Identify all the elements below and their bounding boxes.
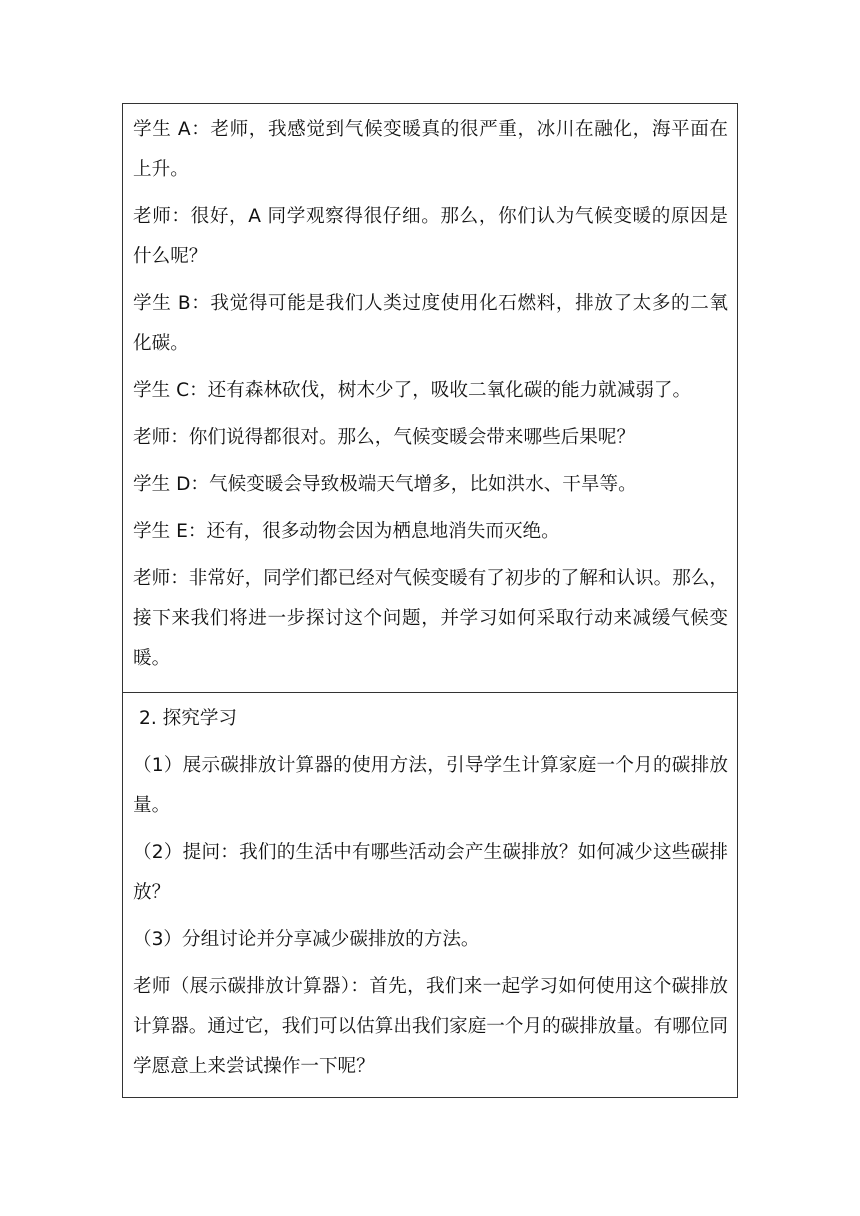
inquiry-paragraph: （2）提问：我们的生活中有哪些活动会产生碳排放？如何减少这些碳排放？: [133, 842, 728, 903]
dialogue-paragraph: 学生 B：我觉得可能是我们人类过度使用化石燃料，排放了太多的二氧化碳。: [133, 293, 728, 354]
dialogue-paragraph: 老师：你们说得都很对。那么，气候变暖会带来哪些后果呢？: [133, 427, 636, 448]
inquiry-cell: [123, 692, 737, 1097]
dialogue-cell: [123, 104, 737, 692]
inquiry-paragraph: 老师（展示碳排放计算器）：首先，我们来一起学习如何使用这个碳排放计算器。通过它，我们可以估算出我们家庭一个月的碳排放量。有哪位同学愿意上来尝试操作一下呢？: [133, 976, 729, 1077]
dialogue-paragraph: 老师：很好，A 同学观察得很仔细。那么，你们认为气候变暖的原因是什么呢？: [133, 206, 728, 267]
dialogue-paragraph: 学生 E：还有，很多动物会因为栖息地消失而灭绝。: [133, 521, 560, 542]
lesson-table: [122, 103, 738, 1098]
dialogue-paragraph: 学生 A：老师，我感觉到气候变暖真的很严重，冰川在融化，海平面在上升。: [133, 119, 728, 180]
dialogue-paragraph: 学生 C：还有森林砍伐，树木少了，吸收二氧化碳的能力就减弱了。: [133, 380, 692, 401]
inquiry-paragraph: （1）展示碳排放计算器的使用方法，引导学生计算家庭一个月的碳排放量。: [133, 755, 728, 816]
dialogue-paragraph: 学生 D：气候变暖会导致极端天气增多，比如洪水、干旱等。: [133, 474, 637, 495]
dialogue-paragraph: 老师：非常好，同学们都已经对气候变暖有了初步的了解和认识。那么，接下来我们将进一步探讨这个问题，并学习如何采取行动来减缓气候变暖。: [133, 568, 729, 669]
inquiry-paragraph: （3）分组讨论并分享减少碳排放的方法。: [133, 929, 480, 950]
section-heading: 2. 探究学习: [139, 708, 238, 729]
